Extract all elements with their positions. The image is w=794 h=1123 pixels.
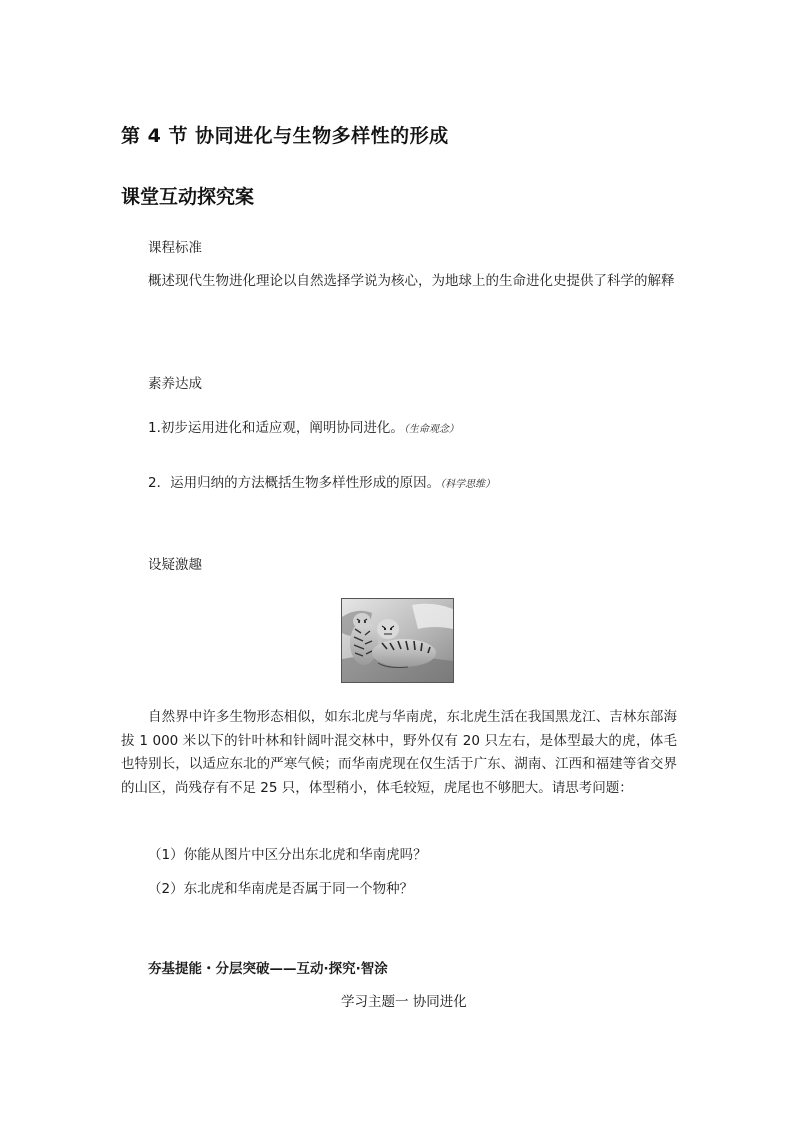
literacy-heading: 素养达成	[148, 376, 202, 392]
case-title: 课堂互动探究案	[121, 186, 255, 208]
literacy-item-1-tag: （生命观念）	[403, 424, 459, 435]
inquiry-paragraph: 自然界中许多生物形态相似，如东北虎与华南虎，东北虎生活在我国黑龙江、吉林东部海拔 1 000 米以下的针叶林和针阔叶混交林中，野外仅有 20 只左右，是体型最大的虎，体毛也特别长，以适应东北的严寒气候；而华南虎现在仅生活于广东、湖南、江西和福建等省交界的山区，尚残存有不足 25 只，体型稍小，体毛较短，虎尾也不够肥大。请思考问题：	[121, 709, 677, 796]
literacy-item-2-tag: （科学思维）	[440, 479, 496, 490]
topic-title: 学习主题一 协同进化	[341, 994, 467, 1010]
section-title: 第 4 节 协同进化与生物多样性的形成	[121, 125, 449, 147]
literacy-item-2-text: 2．运用归纳的方法概括生物多样性形成的原因。	[148, 475, 441, 491]
footer-banner: 夯基提能・分层突破——互动·探究·智涂	[148, 961, 388, 977]
literacy-item-1-text: 1.初步运用进化和适应观，阐明协同进化。	[148, 420, 404, 436]
inquiry-heading: 设疑激趣	[148, 557, 202, 573]
literacy-item-2	[148, 471, 495, 491]
curriculum-heading: 课程标准	[148, 240, 202, 256]
question-1: （1）你能从图片中区分出东北虎和华南虎吗？	[148, 847, 427, 863]
curriculum-text: 概述现代生物进化理论以自然选择学说为核心，为地球上的生命进化史提供了科学的解释	[148, 273, 675, 289]
literacy-item-1	[148, 416, 459, 436]
question-2: （2）东北虎和华南虎是否属于同一个物种？	[148, 881, 414, 897]
tiger-photo	[341, 598, 454, 683]
